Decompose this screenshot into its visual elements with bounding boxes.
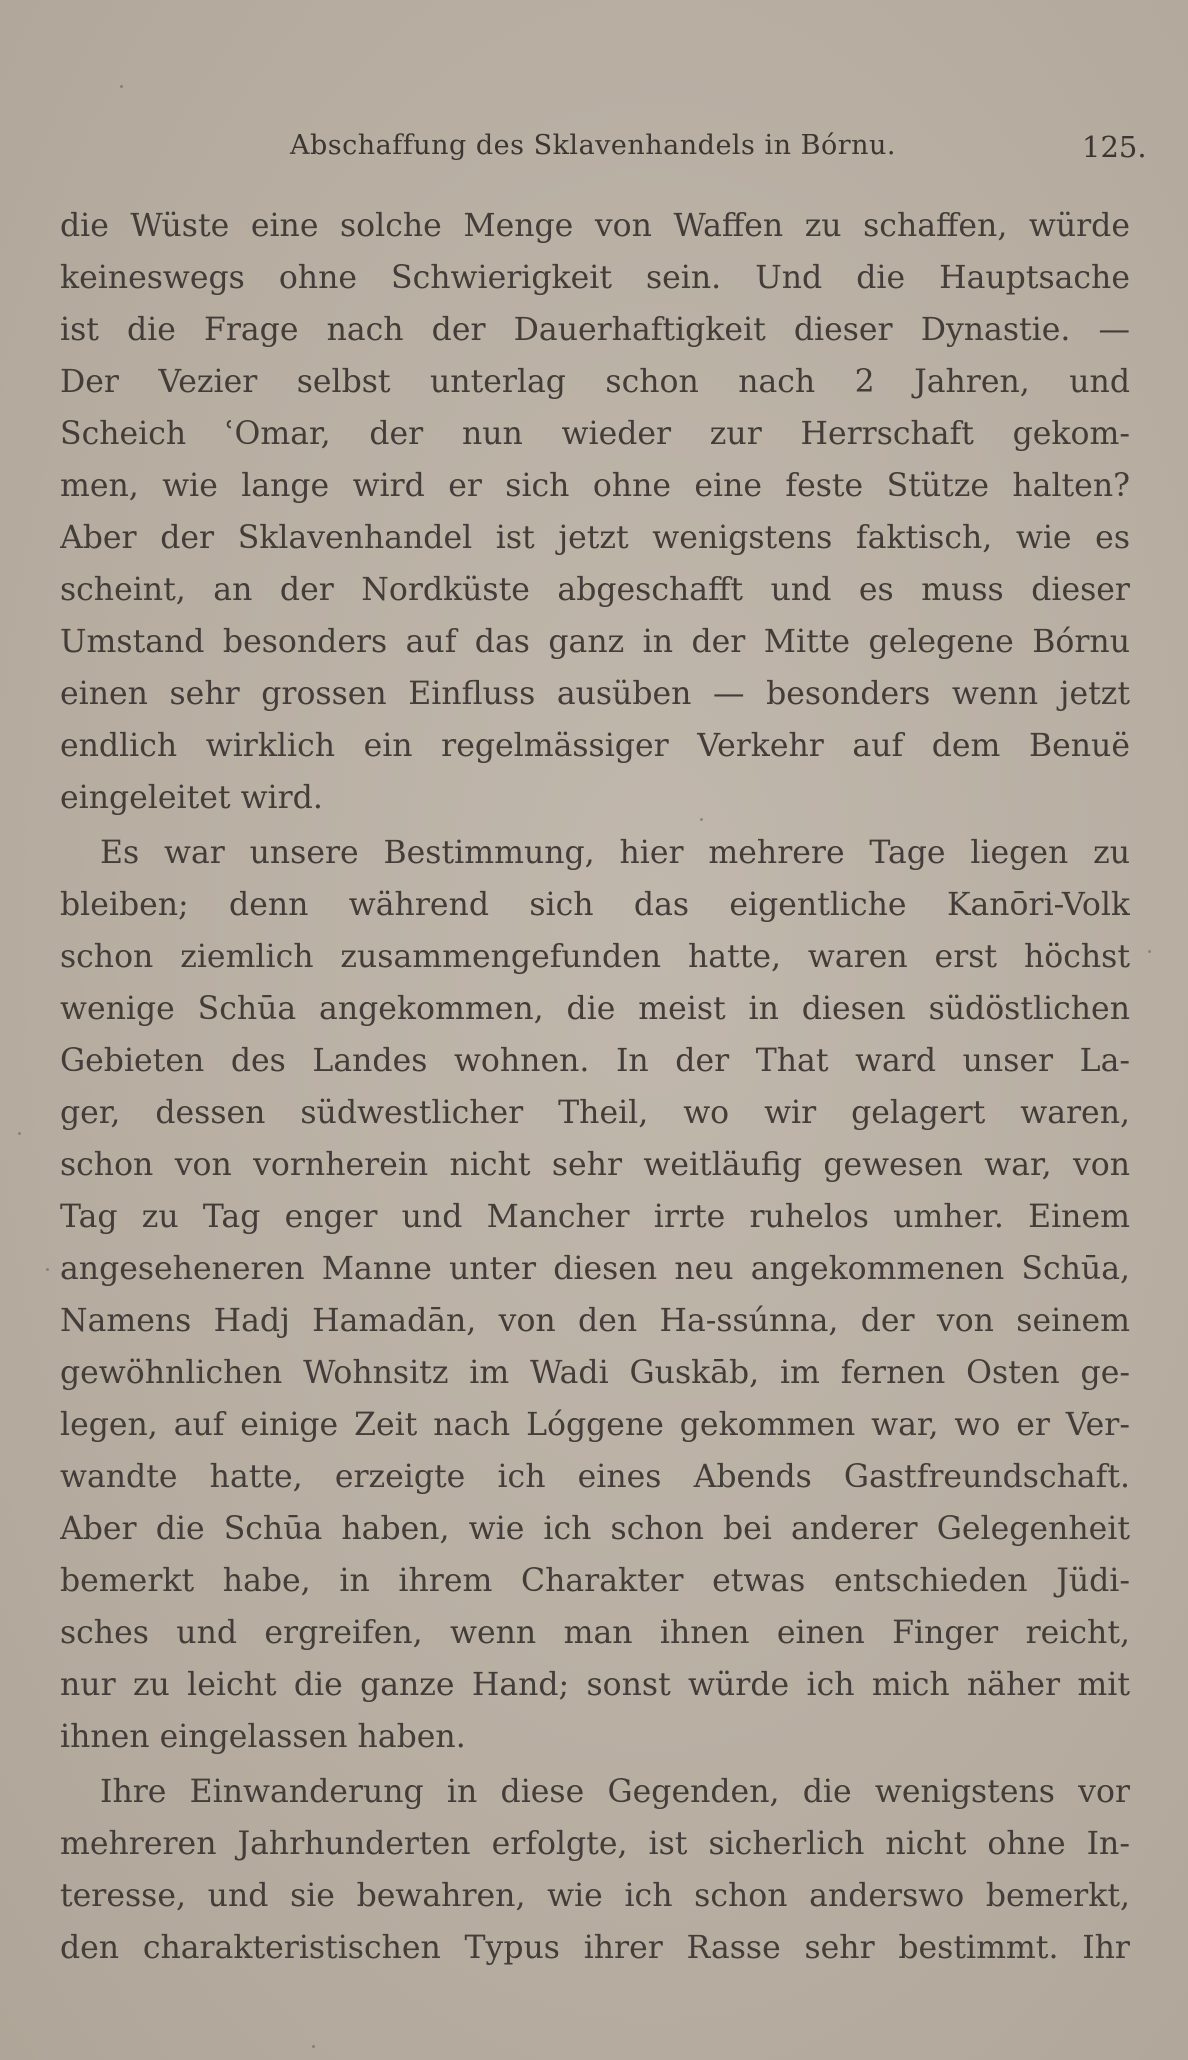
text-line: Der Vezier selbst unterlag schon nach 2 Jahren, und [60, 364, 1130, 400]
paragraph [60, 1766, 1130, 1974]
paragraph [60, 200, 1130, 824]
paper-speck [120, 85, 123, 88]
paper-speck [1148, 950, 1151, 953]
text-line: wenige Schūa angekommen, die meist in diesen südöstlichen [60, 991, 1130, 1027]
text-line: ihnen eingelassen haben. [60, 1719, 466, 1755]
paper-speck [18, 1132, 21, 1135]
text-line: mehreren Jahrhunderten erfolgte, ist sicherlich nicht ohne In- [60, 1826, 1130, 1862]
text-line: teresse, und sie bewahren, wie ich schon anderswo bemerkt, [60, 1878, 1130, 1914]
paper-speck [312, 2045, 315, 2048]
page-number: 125. [1082, 130, 1147, 164]
text-line: Namens Hadj Hamadān, von den Ha-ssúnna, der von seinem [60, 1303, 1130, 1339]
text-line: legen, auf einige Zeit nach Lóggene gekommen war, wo er Ver- [60, 1407, 1130, 1443]
text-line: Umstand besonders auf das ganz in der Mitte gelegene Bórnu [60, 624, 1130, 660]
text-line: Ihre Einwanderung in diese Gegenden, die wenigstens vor [100, 1774, 1130, 1810]
text-line: men, wie lange wird er sich ohne eine feste Stütze halten? [60, 468, 1130, 504]
text-line: Aber die Schūa haben, wie ich schon bei anderer Gelegenheit [60, 1511, 1130, 1547]
body-text [60, 200, 1130, 1974]
text-line: keineswegs ohne Schwierigkeit sein. Und die Hauptsache [60, 260, 1130, 296]
text-line: Es war unsere Bestimmung, hier mehrere Tage liegen zu [100, 835, 1130, 871]
text-line: gewöhnlichen Wohnsitz im Wadi Guskāb, im fernen Osten ge- [60, 1355, 1130, 1391]
text-line: die Wüste eine solche Menge von Waffen zu schaffen, würde [60, 208, 1130, 244]
text-line: scheint, an der Nordküste abgeschafft und es muss dieser [60, 572, 1130, 608]
paper-speck [700, 818, 703, 821]
text-line: Scheich ʿOmar, der nun wieder zur Herrschaft gekom- [60, 416, 1130, 452]
text-line: angeseheneren Manne unter diesen neu angekommenen Schūa, [60, 1251, 1130, 1287]
text-line: schon ziemlich zusammengefunden hatte, waren erst höchst [60, 939, 1130, 975]
text-line: schon von vornherein nicht sehr weitläufig gewesen war, von [60, 1147, 1130, 1183]
text-line: wandte hatte, erzeigte ich eines Abends Gastfreundschaft. [60, 1459, 1130, 1495]
text-line: einen sehr grossen Einfluss ausüben — besonders wenn jetzt [60, 676, 1130, 712]
text-line: Gebieten des Landes wohnen. In der That ward unser La- [60, 1043, 1130, 1079]
paragraph [60, 827, 1130, 1763]
text-line: Aber der Sklavenhandel ist jetzt wenigstens faktisch, wie es [60, 520, 1130, 556]
paper-speck [46, 1268, 49, 1271]
text-line: bemerkt habe, in ihrem Charakter etwas entschieden Jüdi- [60, 1563, 1130, 1599]
text-line: Tag zu Tag enger und Mancher irrte ruhelos umher. Einem [60, 1199, 1130, 1235]
text-line: ger, dessen südwestlicher Theil, wo wir gelagert waren, [60, 1095, 1130, 1131]
running-title: Abschaffung des Sklavenhandels in Bórnu. [290, 130, 896, 161]
text-line: den charakteristischen Typus ihrer Rasse sehr bestimmt. Ihr [60, 1930, 1130, 1966]
text-line: ist die Frage nach der Dauerhaftigkeit dieser Dynastie. — [60, 312, 1130, 348]
text-line: sches und ergreifen, wenn man ihnen einen Finger reicht, [60, 1615, 1130, 1651]
text-line: nur zu leicht die ganze Hand; sonst würde ich mich näher mit [60, 1667, 1130, 1703]
running-head [0, 130, 1188, 170]
text-line: eingeleitet wird. [60, 780, 323, 816]
text-line: bleiben; denn während sich das eigentliche Kanōri-Volk [60, 887, 1130, 923]
text-line: endlich wirklich ein regelmässiger Verkehr auf dem Benuë [60, 728, 1130, 764]
